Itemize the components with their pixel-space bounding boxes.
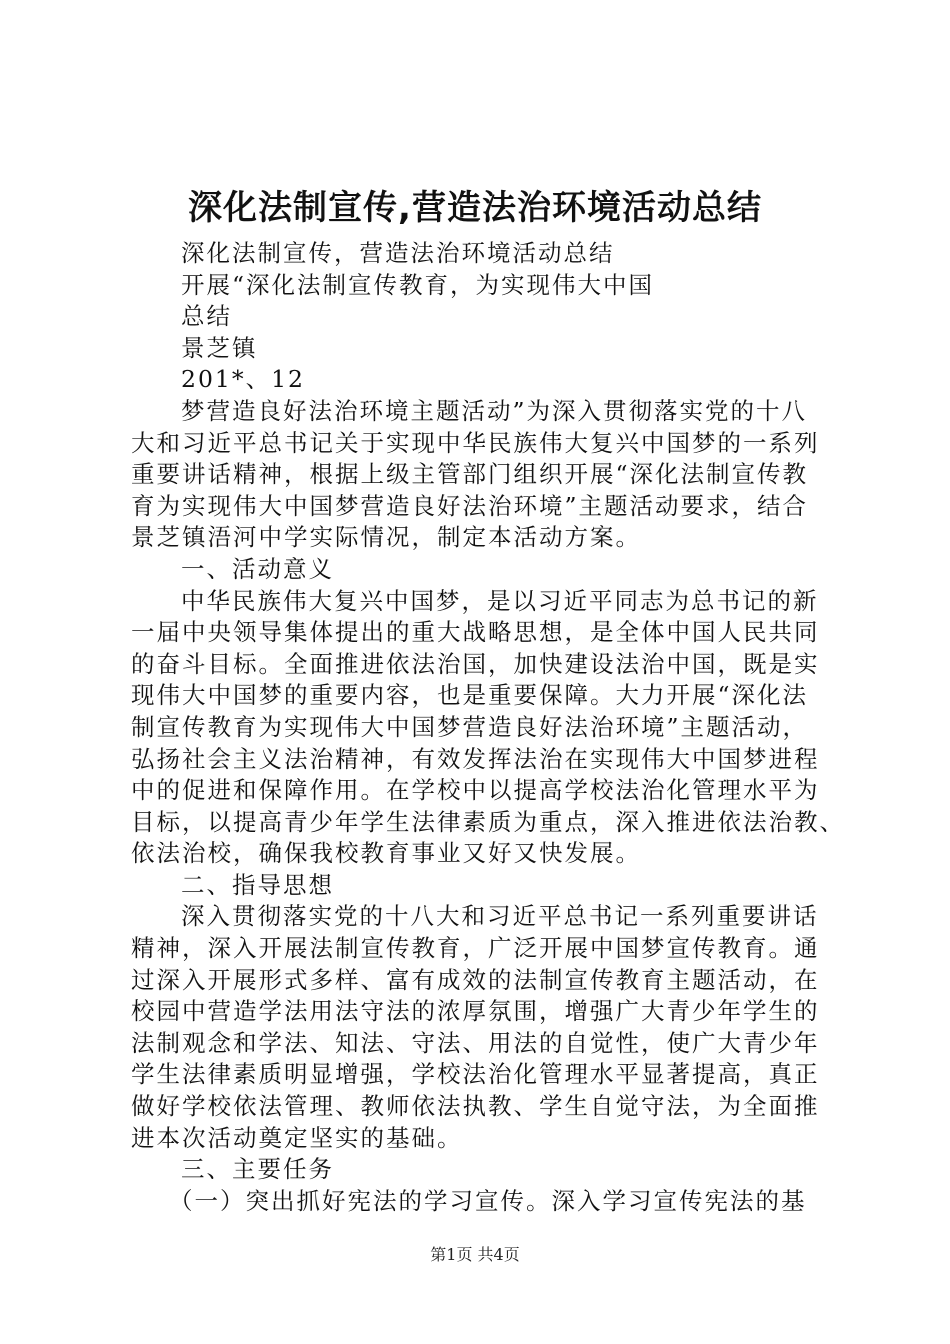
body-line: 201*、12 bbox=[181, 365, 306, 394]
body-line: 学生法律素质明显增强，学校法治化管理水平显著提高，真正 bbox=[131, 1060, 820, 1089]
body-line: 过深入开展形式多样、富有成效的法制宣传教育主题活动，在 bbox=[131, 965, 820, 994]
body-line: 深入贯彻落实党的十八大和习近平总书记一系列重要讲话 bbox=[181, 902, 819, 931]
body-line: 开展“深化法制宣传教育，为实现伟大中国 bbox=[181, 270, 655, 299]
body-line: 重要讲话精神，根据上级主管部门组织开展“深化法制宣传教 bbox=[131, 460, 809, 489]
body-line: 中的促进和保障作用。在学校中以提高学校法治化管理水平为 bbox=[131, 776, 820, 805]
body-line: 中华民族伟大复兴中国梦，是以习近平同志为总书记的新 bbox=[181, 586, 819, 615]
body-line: 校园中营造学法用法守法的浓厚氛围，增强广大青少年学生的 bbox=[131, 997, 820, 1026]
body-line: 一、活动意义 bbox=[181, 554, 334, 583]
body-line: 目标，以提高青少年学生法律素质为重点，深入推进依法治教、 bbox=[131, 807, 845, 836]
body-line: 做好学校依法管理、教师依法执教、学生自觉守法，为全面推 bbox=[131, 1092, 820, 1121]
body-line: 一届中央领导集体提出的重大战略思想，是全体中国人民共同 bbox=[131, 618, 820, 647]
document-body bbox=[131, 238, 845, 1217]
body-line: （一）突出抓好宪法的学习宣传。深入学习宣传宪法的基 bbox=[169, 1186, 807, 1215]
document-title: 深化法制宣传,营造法治环境活动总结 bbox=[188, 188, 762, 228]
body-line: 依法治校，确保我校教育事业又好又快发展。 bbox=[131, 839, 641, 868]
body-line: 深化法制宣传，营造法治环境活动总结 bbox=[181, 239, 615, 267]
body-line: 景芝镇 bbox=[181, 333, 258, 362]
body-line: 进本次活动奠定坚实的基础。 bbox=[131, 1123, 463, 1152]
body-line: 景芝镇浯河中学实际情况，制定本活动方案。 bbox=[131, 523, 641, 552]
body-line: 大和习近平总书记关于实现中华民族伟大复兴中国梦的一系列 bbox=[131, 428, 820, 457]
body-line: 梦营造良好法治环境主题活动”为深入贯彻落实党的十八 bbox=[181, 396, 808, 425]
body-line: 制宣传教育为实现伟大中国梦营造良好法治环境”主题活动， bbox=[131, 712, 809, 741]
body-line: 育为实现伟大中国梦营造良好法治环境”主题活动要求，结合 bbox=[131, 491, 809, 520]
body-line: 总结 bbox=[181, 302, 232, 331]
page-number-footer: 第1页 共4页 bbox=[430, 1245, 520, 1264]
body-line: 弘扬社会主义法治精神，有效发挥法治在实现伟大中国梦进程 bbox=[131, 744, 820, 773]
body-line: 二、指导思想 bbox=[181, 870, 334, 899]
body-line: 精神，深入开展法制宣传教育，广泛开展中国梦宣传教育。通 bbox=[131, 934, 820, 963]
body-line: 现伟大中国梦的重要内容，也是重要保障。大力开展“深化法 bbox=[131, 681, 809, 710]
body-line: 三、主要任务 bbox=[181, 1155, 334, 1184]
body-line: 的奋斗目标。全面推进依法治国，加快建设法治中国，既是实 bbox=[131, 649, 820, 678]
body-line: 法制观念和学法、知法、守法、用法的自觉性，使广大青少年 bbox=[131, 1028, 820, 1057]
